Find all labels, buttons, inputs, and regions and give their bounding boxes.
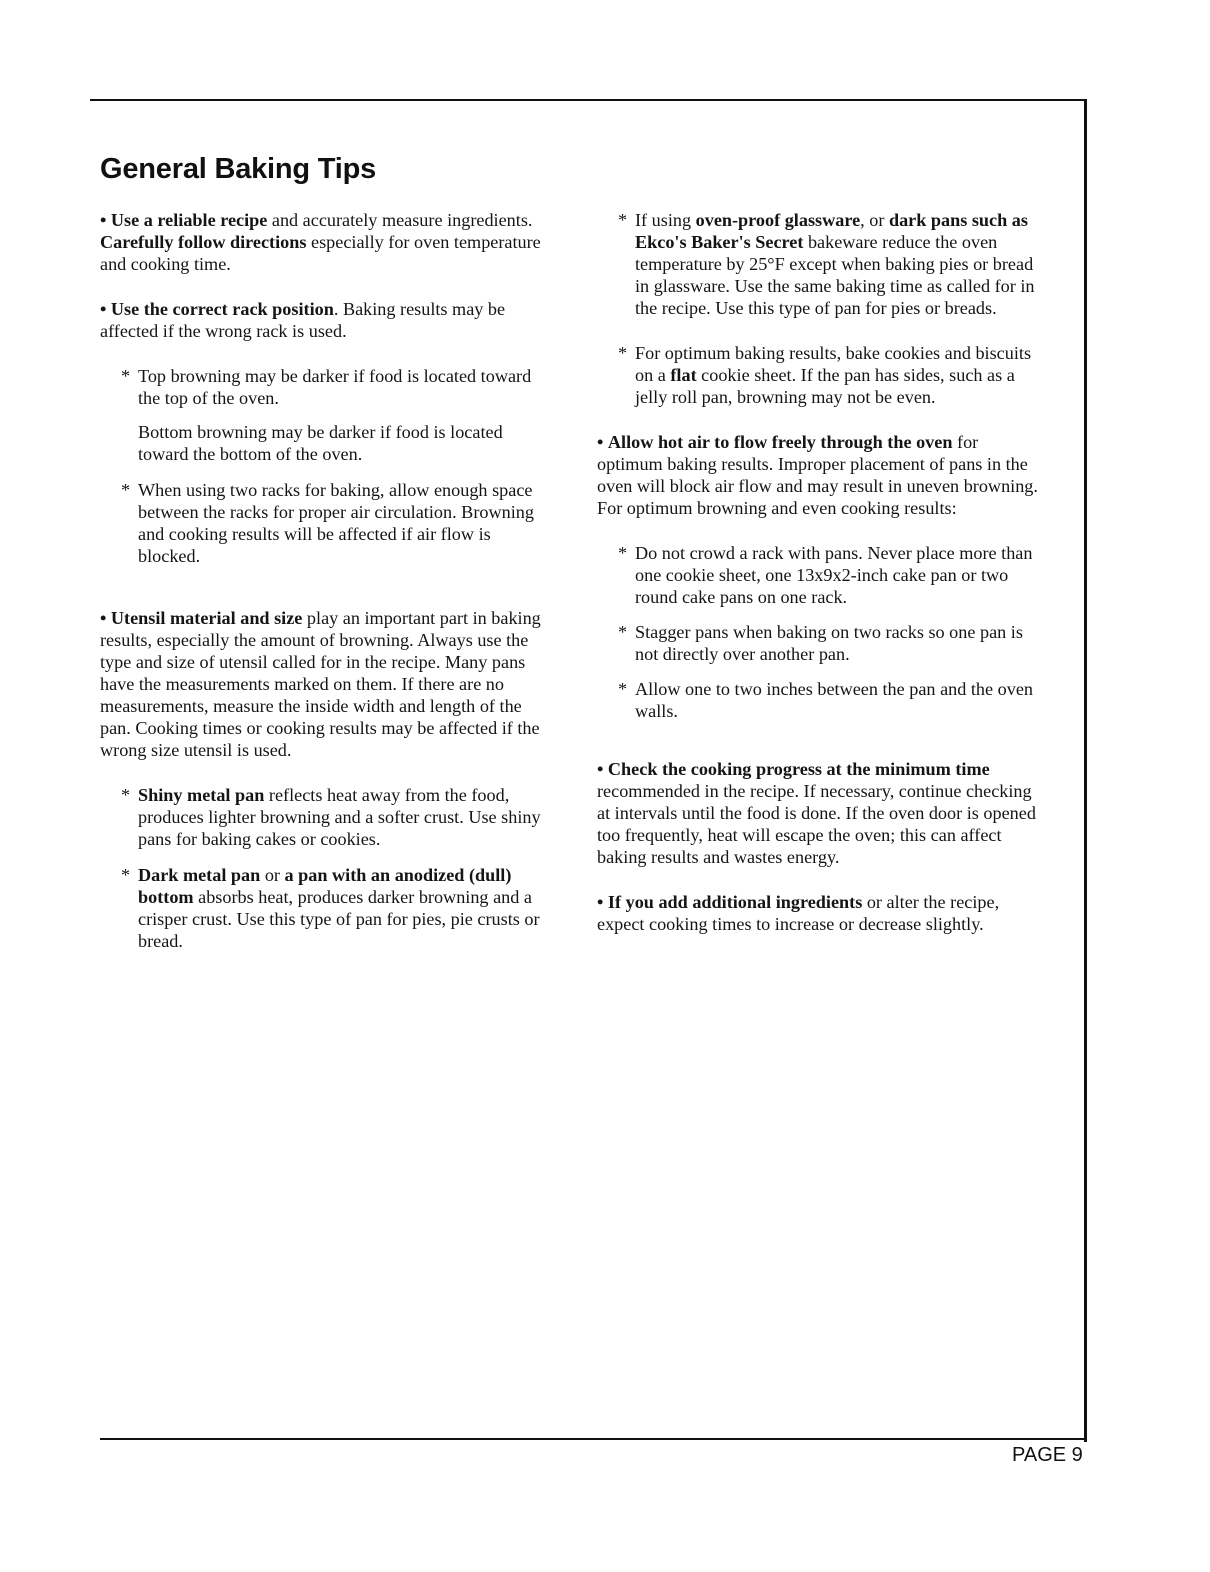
tip-text: especially for oven temperature and cooking time. [100, 232, 541, 274]
asterisk: * [618, 343, 628, 363]
subtip-glassware [618, 209, 1047, 319]
tip-text: . Baking results may be affected if the wrong rack is used. [100, 299, 506, 341]
subtip-text: , or [860, 210, 889, 230]
tip-text: and accurately measure ingredients. [267, 210, 533, 230]
frame-right-rule [1084, 99, 1087, 1442]
subtip-text: When using two racks for baking, allow enough space between the racks for proper air circulation. Browning and cooking results will be affected if air flow is blocked. [138, 480, 534, 566]
subtip-do-not-crowd [618, 542, 1047, 608]
tip-lead: Utensil material and size [110, 608, 303, 628]
bullet: • [100, 608, 107, 628]
subtip-text: Do not crowd a rack with pans. Never place more than one cookie sheet, one 13x9x2-inch cake pan or two round cake pans on one rack. [635, 543, 1033, 607]
subtip-two-racks [121, 479, 555, 567]
asterisk: * [121, 865, 131, 885]
frame-bottom-rule [100, 1438, 1087, 1440]
subtip-text: bakeware reduce the oven temperature by 25°F except when baking pies or bread in glassware. Use the same baking time as called for in the recipe. Use this type of pan for pies or breads. [635, 232, 1035, 318]
subtip-dark-pan [121, 864, 555, 952]
tip-lead: Use the correct rack position [110, 299, 334, 319]
subtip-oven-walls [618, 678, 1047, 722]
tip-text: for optimum baking results. Improper placement of pans in the oven will block air flow and may result in uneven browning. For optimum browning and even cooking results: [597, 432, 1038, 518]
subtip-text: reflects heat away from the food, produces lighter browning and a softer crust. Use shiny pans for baking cakes or cookies. [138, 785, 541, 849]
subtip-text: If using [635, 210, 696, 230]
subtip-lead: Dark metal pan [138, 865, 261, 885]
tip-lead: Allow hot air to flow freely through the oven [607, 432, 953, 452]
asterisk: * [618, 622, 628, 642]
tip-reliable-recipe [100, 209, 555, 275]
subtip-emphasis: oven-proof glassware [695, 210, 861, 230]
subtip-text: absorbs heat, produces darker browning and a crisper crust. Use this type of pan for pies, pie crusts or bread. [138, 887, 540, 951]
bullet: • [597, 759, 604, 779]
frame-top-rule [90, 99, 1086, 101]
tip-rack-position [100, 298, 555, 342]
subtip-text: Top browning may be darker if food is located toward the top of the oven. [138, 366, 532, 408]
asterisk: * [121, 366, 131, 386]
asterisk: * [618, 543, 628, 563]
subtip-text: Stagger pans when baking on two racks so one pan is not directly over another pan. [635, 622, 1023, 664]
tip-lead: If you add additional ingredients [607, 892, 863, 912]
subtip-text: cookie sheet. If the pan has sides, such as a jelly roll pan, browning may not be even. [635, 365, 1015, 407]
tip-emphasis: Carefully follow directions [100, 232, 307, 252]
bullet: • [597, 432, 604, 452]
subtip-bottom-browning [138, 421, 555, 465]
page-title: General Baking Tips [100, 153, 377, 185]
subtip-stagger-pans [618, 621, 1047, 665]
subtip-shiny-pan [121, 784, 555, 850]
tip-lead: Use a reliable recipe [110, 210, 268, 230]
subtip-top-browning [121, 365, 555, 409]
tip-text: play an important part in baking results, especially the amount of browning. Always use the type and size of utensil called for in the recipe. Many pans have the measurements marked on them. If there are no measurements, measure the inside width and length of the pan. Cooking times or cooking results may be affected if the wrong size utensil is used. [100, 608, 541, 760]
subtip-lead: Shiny metal pan [138, 785, 265, 805]
page-number: PAGE 9 [1012, 1444, 1083, 1466]
tip-hot-air-flow [597, 431, 1047, 519]
tip-utensil [100, 607, 555, 761]
subtip-text: For optimum baking results, bake cookies and biscuits on a [635, 343, 1032, 385]
left-column [100, 209, 555, 966]
subtip-text: Bottom browning may be darker if food is located toward the bottom of the oven. [138, 422, 503, 464]
asterisk: * [121, 480, 131, 500]
subtip-emphasis: a pan with an anodized (dull) bottom [138, 865, 512, 907]
right-column [597, 209, 1047, 958]
bullet: • [100, 299, 107, 319]
tip-lead: Check the cooking progress at the minimum time [607, 759, 990, 779]
tip-check-progress [597, 758, 1047, 868]
tip-text: or alter the recipe, expect cooking times to increase or decrease slightly. [597, 892, 1000, 934]
asterisk: * [618, 210, 628, 230]
asterisk: * [121, 785, 131, 805]
tip-text: recommended in the recipe. If necessary, continue checking at intervals until the food is done. If the oven door is opened too frequently, heat will escape the oven; this can affect baking results and wastes energy. [597, 781, 1036, 867]
subtip-text: Allow one to two inches between the pan and the oven walls. [635, 679, 1033, 721]
tip-additional-ingredients [597, 891, 1047, 935]
subtip-flat-cookie-sheet [618, 342, 1047, 408]
asterisk: * [618, 679, 628, 699]
subtip-text: or [260, 865, 285, 885]
bullet: • [100, 210, 107, 230]
bullet: • [597, 892, 604, 912]
subtip-emphasis: flat [670, 365, 697, 385]
subtip-emphasis: dark pans such as Ekco's Baker's Secret [635, 210, 1028, 252]
